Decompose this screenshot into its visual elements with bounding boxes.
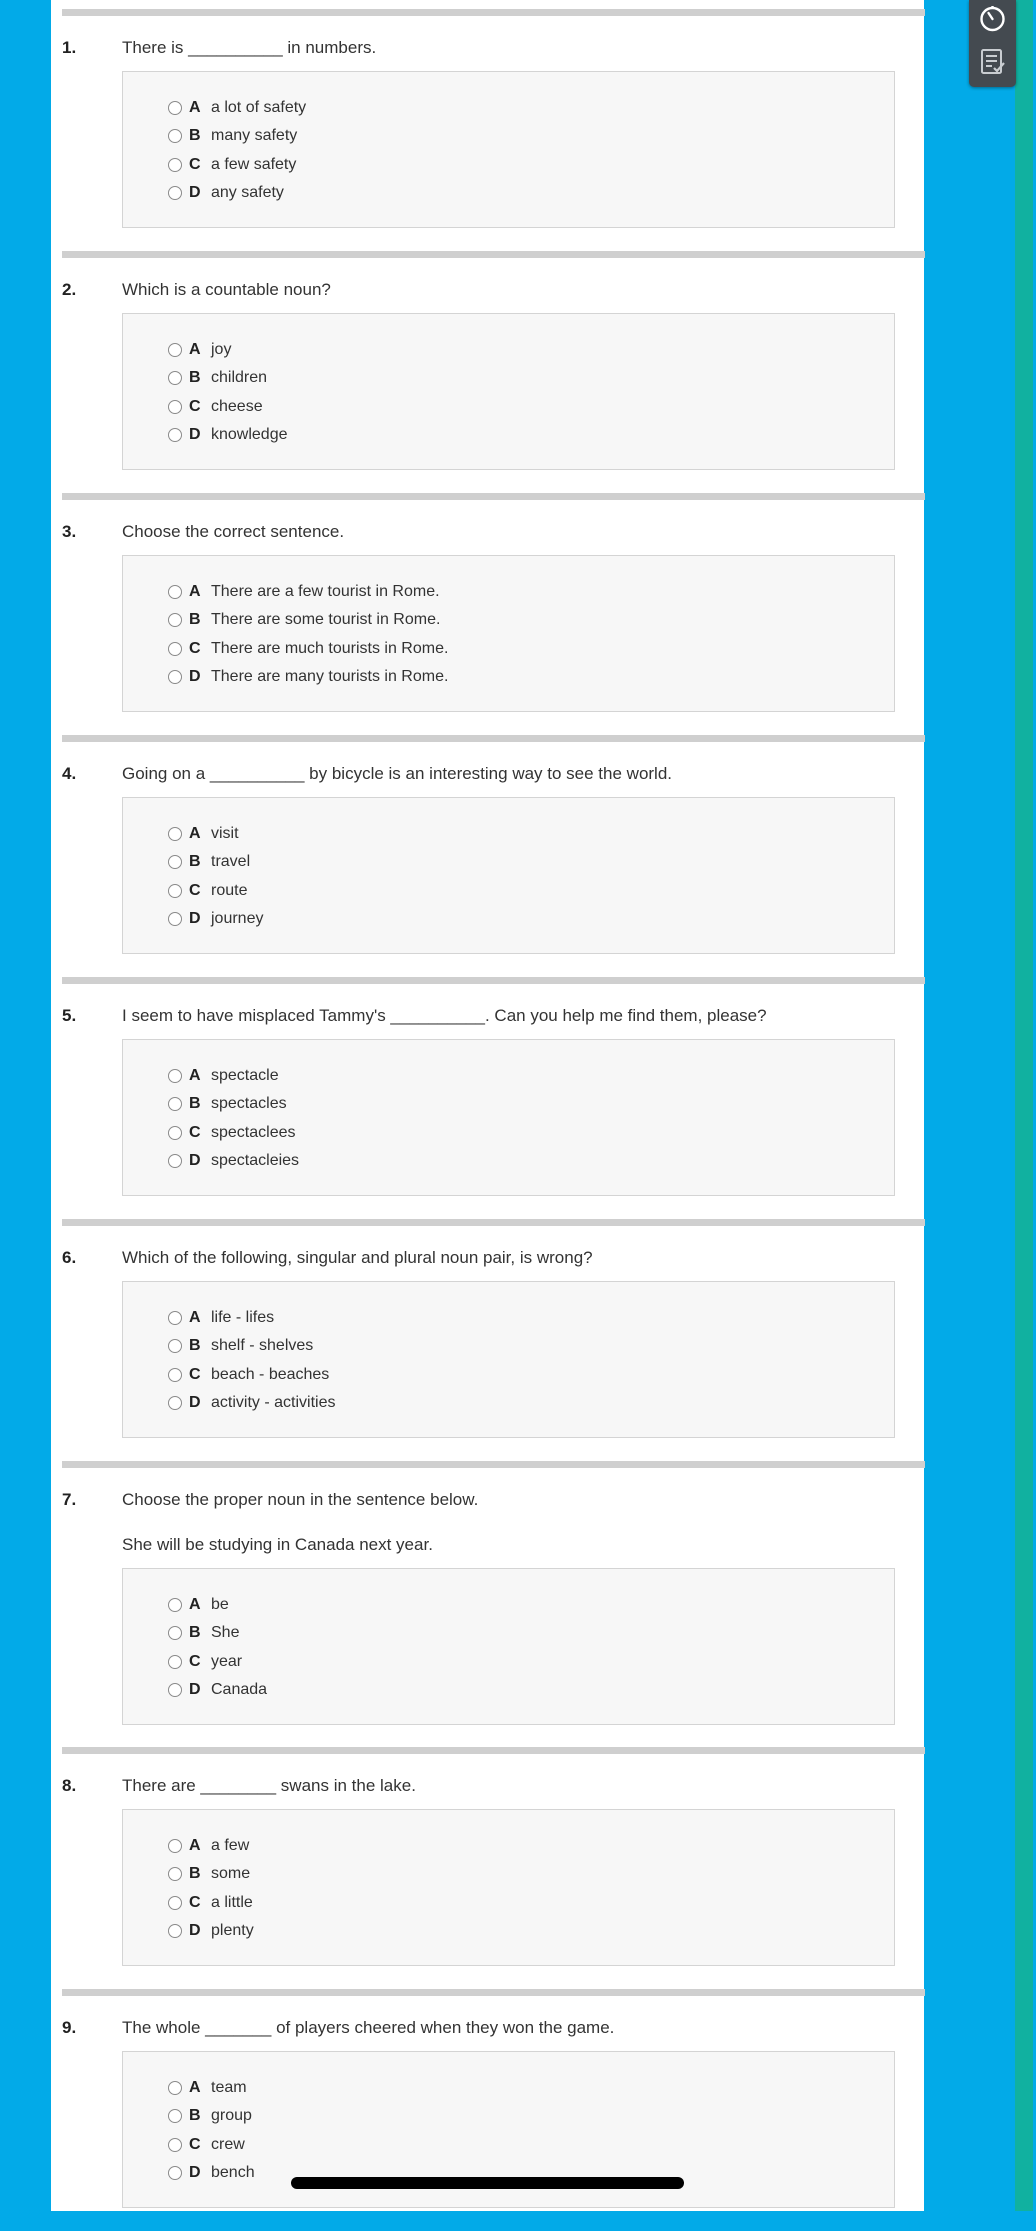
radio-button[interactable]: [168, 1839, 182, 1853]
question-1: [51, 9, 924, 251]
question-divider: [62, 1461, 925, 1468]
question-9: [51, 1989, 924, 2231]
timer-icon[interactable]: [978, 4, 1007, 33]
question-number: 3.: [62, 522, 77, 541]
question-2: [51, 251, 924, 493]
option-a[interactable]: A team: [168, 2076, 247, 2100]
question-number: 6.: [62, 1248, 77, 1267]
question-number: 7.: [62, 1490, 77, 1509]
question-divider: [62, 493, 925, 500]
option-d[interactable]: D activity - activities: [168, 1391, 335, 1415]
option-c[interactable]: C a few safety: [168, 153, 296, 177]
question-text: Choose the correct sentence.: [122, 522, 345, 541]
option-a[interactable]: A visit: [168, 822, 239, 846]
radio-button[interactable]: [168, 1598, 182, 1612]
answer-options: [122, 71, 895, 228]
answer-options: [122, 797, 895, 954]
radio-button[interactable]: [168, 1655, 182, 1669]
question-text: I seem to have misplaced Tammy's __________. Can you help me find them, please?: [122, 1006, 767, 1025]
radio-button[interactable]: [168, 1097, 182, 1111]
radio-button[interactable]: [168, 1126, 182, 1140]
option-d[interactable]: D bench: [168, 2161, 255, 2185]
question-8: [51, 1747, 924, 1989]
option-d[interactable]: D There are many tourists in Rome.: [168, 665, 448, 689]
radio-button[interactable]: [168, 428, 182, 442]
radio-button[interactable]: [168, 186, 182, 200]
option-d[interactable]: D Canada: [168, 1678, 267, 1702]
radio-button[interactable]: [168, 101, 182, 115]
option-d[interactable]: D plenty: [168, 1919, 254, 1943]
radio-button[interactable]: [168, 855, 182, 869]
radio-button[interactable]: [168, 2138, 182, 2152]
question-sentence: She will be studying in Canada next year.: [122, 1535, 433, 1554]
question-number: 4.: [62, 764, 77, 783]
option-c[interactable]: C spectaclees: [168, 1121, 296, 1145]
question-divider: [62, 1747, 925, 1754]
radio-button[interactable]: [168, 1396, 182, 1410]
radio-button[interactable]: [168, 1683, 182, 1697]
quiz-page: [51, 0, 924, 2211]
question-number: 8.: [62, 1776, 77, 1795]
question-3: [51, 493, 924, 735]
option-d[interactable]: D journey: [168, 907, 263, 931]
option-a[interactable]: A a few: [168, 1834, 249, 1858]
question-divider: [62, 977, 925, 984]
floating-toolbar: [969, 0, 1016, 87]
review-list-icon[interactable]: [978, 47, 1007, 76]
radio-button[interactable]: [168, 129, 182, 143]
option-a[interactable]: A life - lifes: [168, 1306, 274, 1330]
option-b[interactable]: B There are some tourist in Rome.: [168, 608, 440, 632]
radio-button[interactable]: [168, 1311, 182, 1325]
question-text: There are ________ swans in the lake.: [122, 1776, 416, 1795]
option-b[interactable]: B travel: [168, 850, 250, 874]
answer-options: [122, 1568, 895, 1725]
option-a[interactable]: A be: [168, 1593, 229, 1617]
question-divider: [62, 9, 925, 16]
question-6: [51, 1219, 924, 1461]
question-divider: [62, 735, 925, 742]
question-text: The whole _______ of players cheered when they won the game.: [122, 2018, 615, 2037]
radio-button[interactable]: [168, 912, 182, 926]
radio-button[interactable]: [168, 670, 182, 684]
option-b[interactable]: B She: [168, 1621, 239, 1645]
option-c[interactable]: C cheese: [168, 395, 263, 419]
question-number: 5.: [62, 1006, 77, 1025]
question-text: Choose the proper noun in the sentence below.: [122, 1490, 479, 1509]
answer-options: [122, 555, 895, 712]
answer-options: [122, 1039, 895, 1196]
radio-button[interactable]: [168, 343, 182, 357]
option-c[interactable]: C a little: [168, 1891, 253, 1915]
radio-button[interactable]: [168, 585, 182, 599]
radio-button[interactable]: [168, 1626, 182, 1640]
question-divider: [62, 251, 925, 258]
accent-scroll-strip: [1015, 0, 1033, 2211]
radio-button[interactable]: [168, 158, 182, 172]
option-c[interactable]: C beach - beaches: [168, 1363, 329, 1387]
radio-button[interactable]: [168, 2081, 182, 2095]
answer-options: [122, 1281, 895, 1438]
radio-button[interactable]: [168, 642, 182, 656]
option-b[interactable]: B shelf - shelves: [168, 1334, 313, 1358]
option-b[interactable]: B many safety: [168, 124, 297, 148]
radio-button[interactable]: [168, 884, 182, 898]
question-number: 1.: [62, 38, 77, 57]
radio-button[interactable]: [168, 1069, 182, 1083]
question-text: Which of the following, singular and plural noun pair, is wrong?: [122, 1248, 593, 1267]
home-indicator: [291, 2177, 684, 2189]
option-b[interactable]: B group: [168, 2104, 252, 2128]
option-a[interactable]: A a lot of safety: [168, 96, 306, 120]
option-a[interactable]: A There are a few tourist in Rome.: [168, 580, 440, 604]
question-text: Which is a countable noun?: [122, 280, 331, 299]
answer-options: [122, 1809, 895, 1966]
radio-button[interactable]: [168, 1924, 182, 1938]
option-b[interactable]: B children: [168, 366, 267, 390]
option-a[interactable]: A joy: [168, 338, 231, 362]
question-divider: [62, 1219, 925, 1226]
question-divider: [62, 1989, 925, 1996]
question-5: [51, 977, 924, 1219]
question-4: [51, 735, 924, 977]
question-number: 9.: [62, 2018, 77, 2037]
option-c[interactable]: C year: [168, 1650, 242, 1674]
option-d[interactable]: D knowledge: [168, 423, 288, 447]
option-b[interactable]: B some: [168, 1862, 250, 1886]
option-c[interactable]: C route: [168, 879, 247, 903]
radio-button[interactable]: [168, 1154, 182, 1168]
radio-button[interactable]: [168, 613, 182, 627]
radio-button[interactable]: [168, 371, 182, 385]
option-d[interactable]: D spectacleies: [168, 1149, 299, 1173]
radio-button[interactable]: [168, 1896, 182, 1910]
radio-button[interactable]: [168, 2166, 182, 2180]
option-d[interactable]: D any safety: [168, 181, 284, 205]
radio-button[interactable]: [168, 400, 182, 414]
question-number: 2.: [62, 280, 77, 299]
option-c[interactable]: C crew: [168, 2133, 245, 2157]
radio-button[interactable]: [168, 1339, 182, 1353]
option-a[interactable]: A spectacle: [168, 1064, 279, 1088]
question-7: [51, 1461, 924, 1748]
question-text: There is __________ in numbers.: [122, 38, 377, 57]
question-text: Going on a __________ by bicycle is an interesting way to see the world.: [122, 764, 673, 783]
radio-button[interactable]: [168, 2109, 182, 2123]
radio-button[interactable]: [168, 827, 182, 841]
answer-options: [122, 313, 895, 470]
option-b[interactable]: B spectacles: [168, 1092, 287, 1116]
radio-button[interactable]: [168, 1368, 182, 1382]
option-c[interactable]: C There are much tourists in Rome.: [168, 637, 448, 661]
radio-button[interactable]: [168, 1867, 182, 1881]
